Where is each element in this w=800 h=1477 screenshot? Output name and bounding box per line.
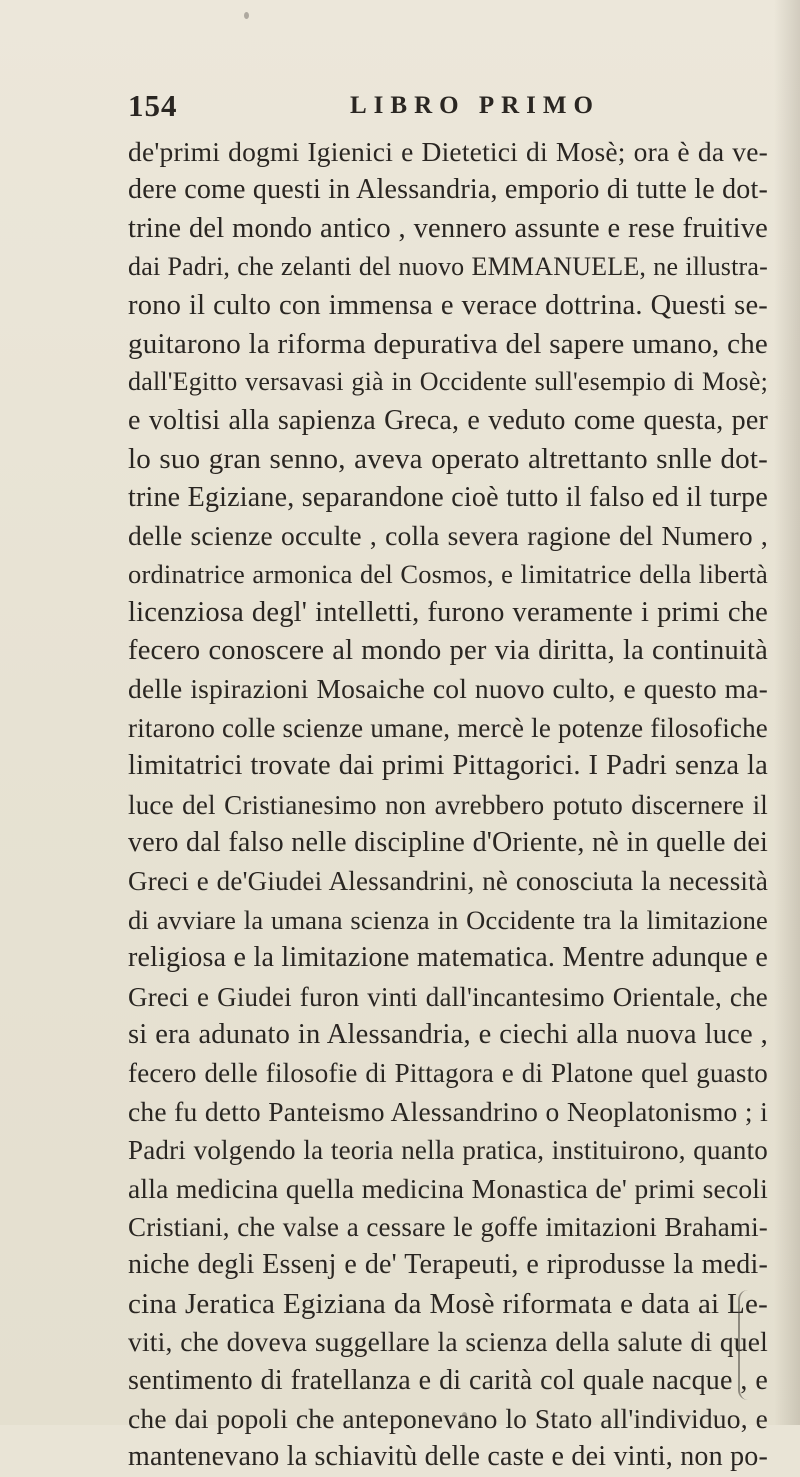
text-line: vero dal falso nelle discipline d'Oriente, nè in quelle dei [128,827,768,859]
body-text [128,133,768,1477]
text-line: Greci e de'Giudei Alessandrini, nè conosciuta la necessità [128,866,768,897]
text-line: cina Jeratica Egiziana da Mosè riformata e data ai Le- [128,1287,768,1320]
text-line: ritarono colle scienze umane, mercè le potenze filosofiche [128,712,768,743]
running-title: LIBRO PRIMO [350,92,600,119]
text-line: di avviare la umana scienza in Occidente tra la limitazione [128,904,768,935]
text-line: trine Egiziane, separandone cioè tutto il falso ed il turpe [128,481,768,513]
text-line: fecero conoscere al mondo per via diritta, la continuità [128,635,768,667]
text-line: Padri volgendo la teoria nella pratica, instituirono, quanto [128,1135,768,1166]
text-line: e voltisi alla sapienza Greca, e veduto come questa, per [128,404,768,436]
text-line: ordinatrice armonica del Cosmos, e limitatrice della libertà [128,559,768,590]
pencil-mark [738,1290,752,1400]
text-line: fecero delle filosofie di Pittagora e di Platone quel guasto [128,1058,768,1089]
paper-speck [462,1412,467,1418]
text-line: rono il culto con immensa e verace dottrina. Questi se- [128,289,768,321]
text-line: limitatrici trovate dai primi Pittagorici. I Padri senza la [128,750,768,782]
page-edge-shadow [774,0,800,1425]
text-line: niche degli Essenj e de' Terapeuti, e riprodusse la medi- [128,1249,768,1281]
text-line: viti, che doveva suggellare la scienza della salute di quel [128,1326,768,1358]
text-line: sentimento di fratellanza e di carità col quale nacque , e [128,1364,768,1396]
text-line: delle scienze occulte , colla severa ragione del Numero , [128,519,768,551]
text-line: licenziosa degl' intelletti, furono veramente i primi che [128,596,768,628]
text-line: lo suo gran senno, aveva operato altrettanto snlle dot- [128,443,768,476]
text-line: che dai popoli che anteponevano lo Stato all'individuo, e [128,1402,768,1434]
text-line: che fu detto Panteismo Alessandrino o Neoplatonismo ; i [128,1095,768,1127]
text-line: de'primi dogmi Igienici e Dietetici di Mosè; ora è da ve- [128,136,768,167]
text-line: si era adunato in Alessandria, e ciechi alla nuova luce , [128,1018,768,1050]
text-line: alla medicina quella medicina Monastica de' primi secoli [128,1172,768,1204]
page-number: 154 [128,88,178,123]
text-line: guitarono la riforma depurativa del sapere umano, che [128,327,768,360]
text-line: trine del mondo antico , vennero assunte e rese fruitive [128,212,768,244]
text-line: dai Padri, che zelanti del nuovo EMMANUELE, ne illustra- [128,252,768,282]
text-line: luce del Cristianesimo non avrebbero potuto discernere il [128,789,768,820]
text-line: mantenevano la schiavitù delle caste e dei vinti, non po- [128,1441,768,1473]
text-line: dall'Egitto versavasi già in Occidente sull'esempio di Mosè; [128,367,768,397]
text-line: Greci e Giudei furon vinti dall'incantesimo Orientale, che [128,981,768,1012]
paper-speck [244,12,249,19]
text-line: religiosa e la limitazione matematica. Mentre adunque e [128,942,768,974]
text-line: dere come questi in Alessandria, emporio di tutte le dot- [128,174,768,206]
running-head [128,88,768,128]
text-line: Cristiani, che valse a cessare le goffe imitazioni Brahami- [128,1211,768,1242]
text-line: delle ispirazioni Mosaiche col nuovo culto, e questo ma- [128,673,768,705]
